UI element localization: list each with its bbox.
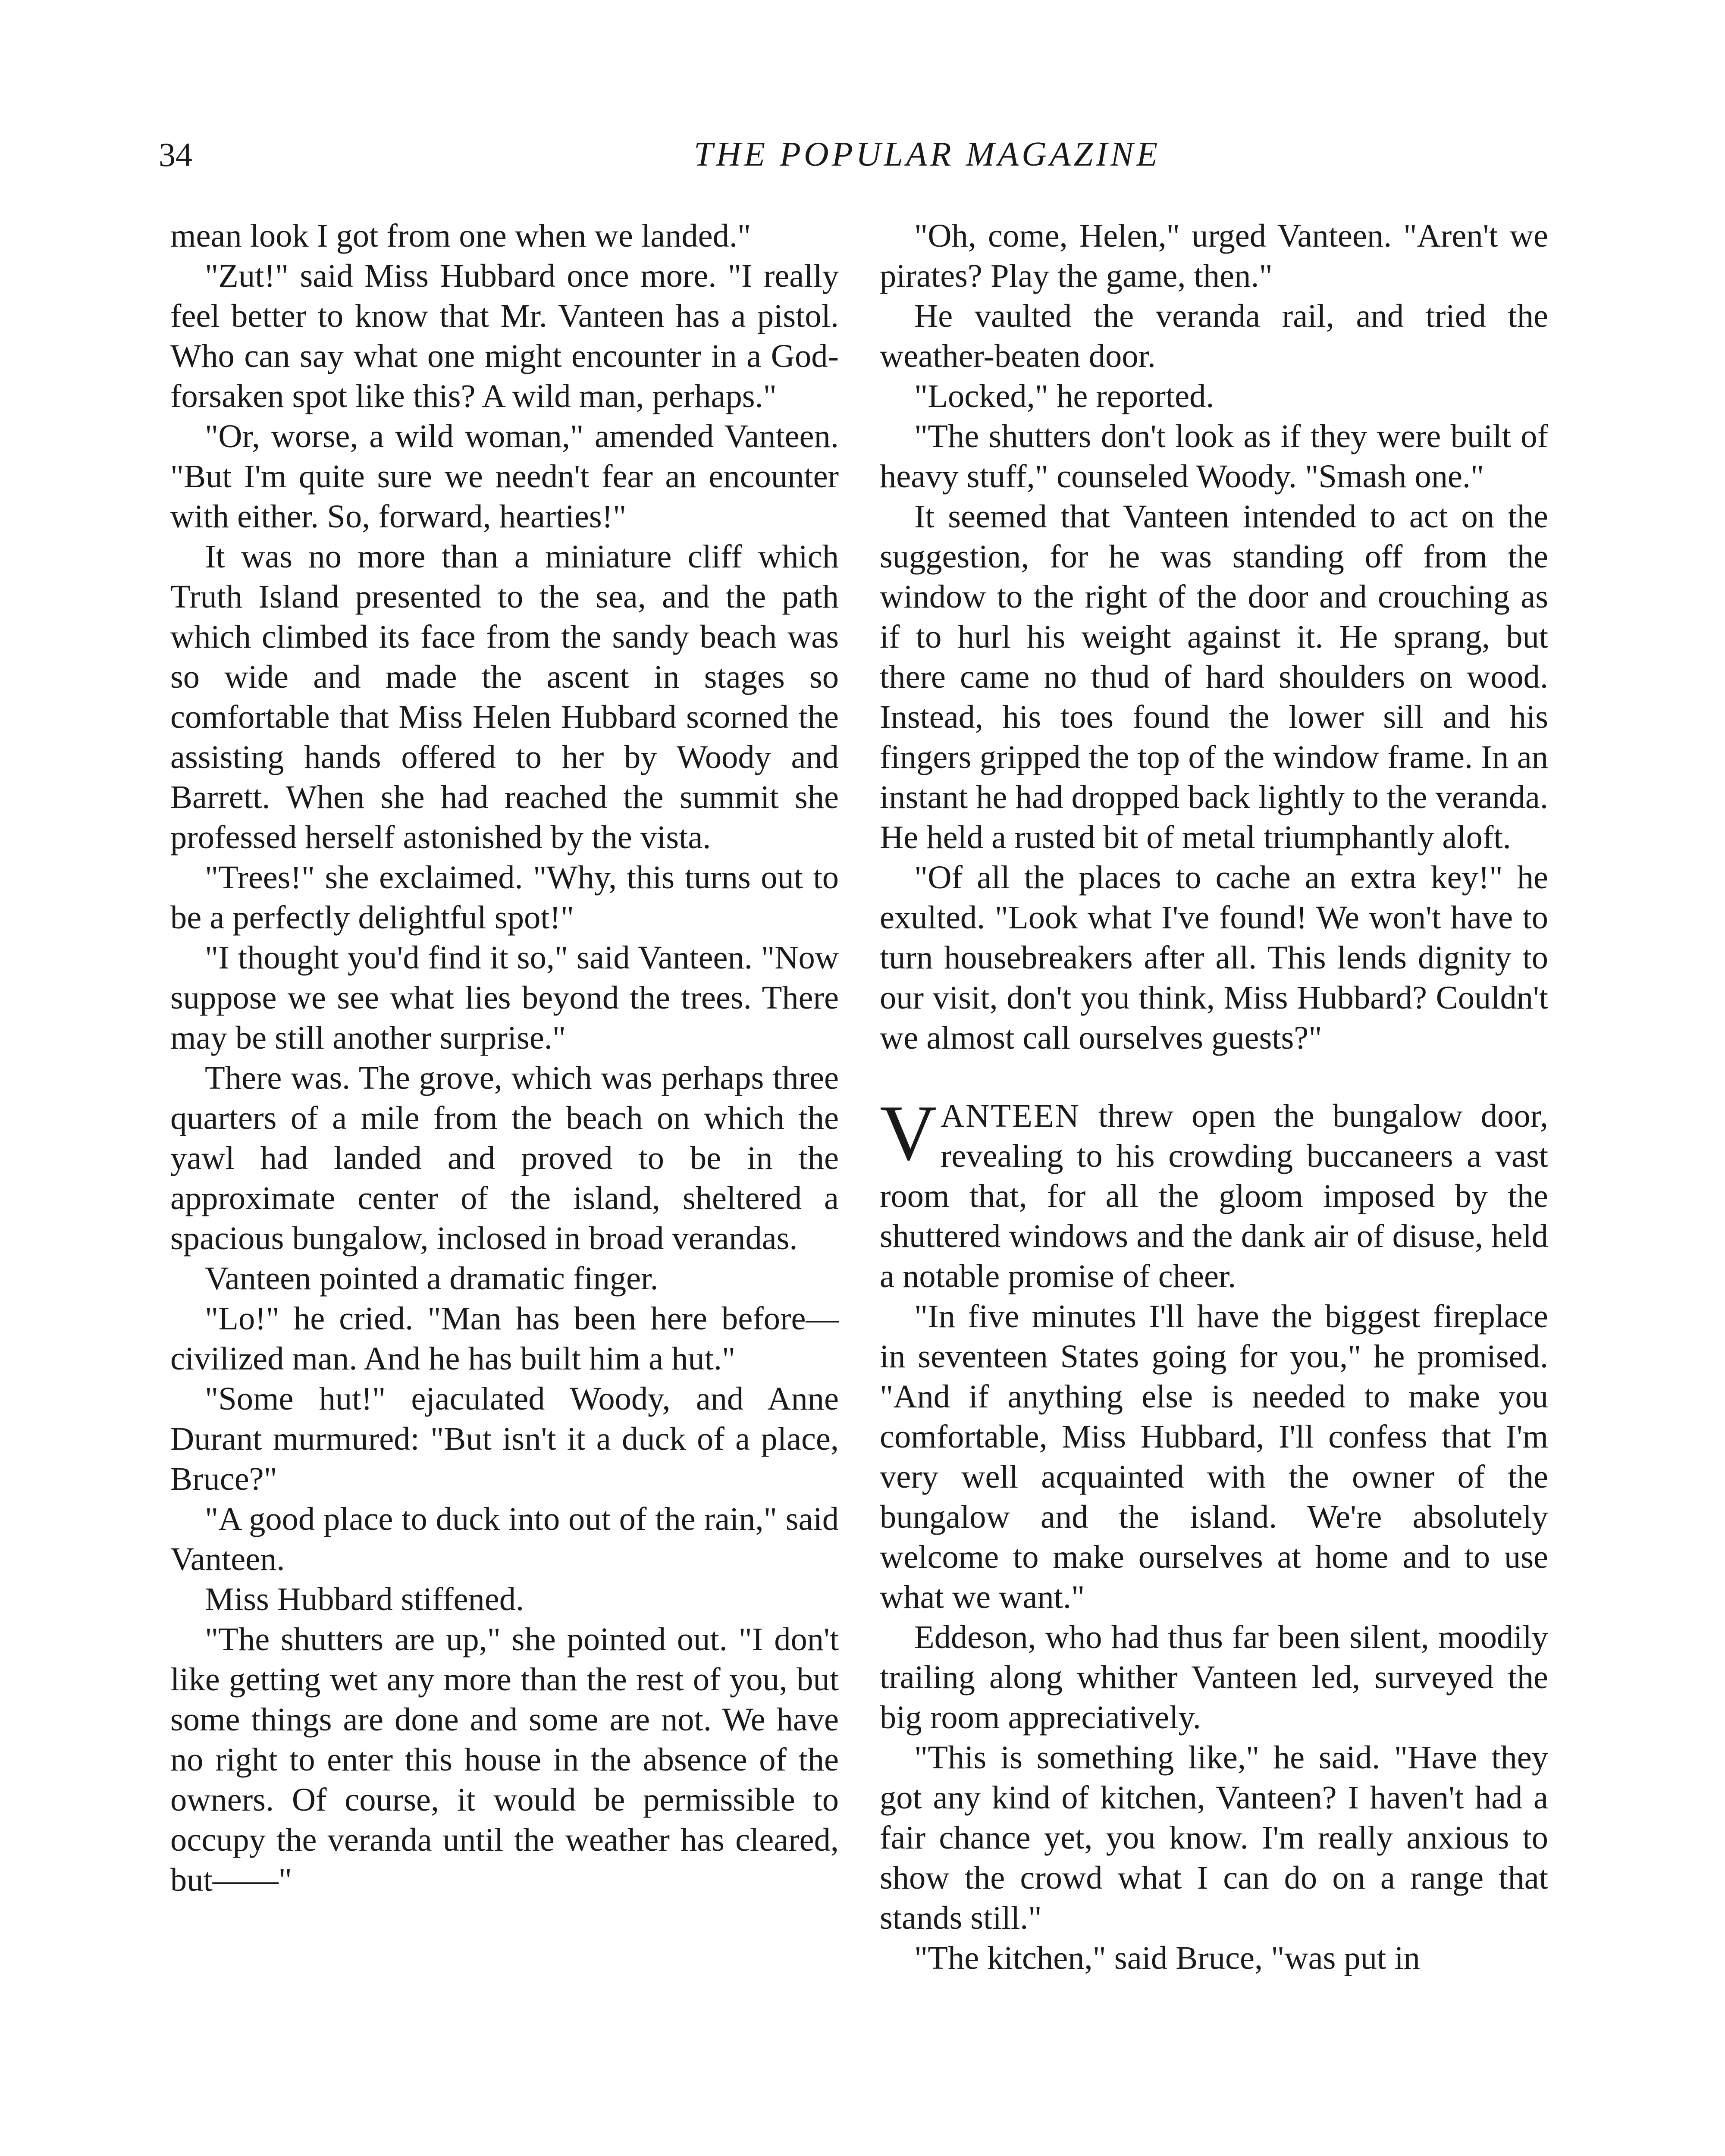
paragraph: "Lo!" he cried. "Man has been here before—civilized man. And he has built him a hut." [170, 1300, 839, 1377]
paragraph: "Zut!" said Miss Hubbard once more. "I really feel better to know that Mr. Vanteen has a pistol. Who can say what one might encounter in a God-forsaken spot like this? A wild man, perhaps." [170, 257, 839, 414]
paragraph: "Or, worse, a wild woman," amended Vanteen. "But I'm quite sure we needn't fear an encounter with either. So, forward, hearties!" [170, 418, 839, 535]
drop-cap: V [880, 1089, 937, 1177]
paragraph: Miss Hubbard stiffened. [205, 1581, 524, 1617]
paragraph: "I thought you'd find it so," said Vanteen. "Now suppose we see what lies beyond the trees. There may be still another surprise." [170, 939, 839, 1056]
section-text: threw open the bungalow door, revealing to his crowding buccaneers a vast room that, for all the gloom imposed by the shuttered windows and the dank air of disuse, held a notable promise of cheer. [880, 1097, 1548, 1294]
paragraph: "In five minutes I'll have the biggest fireplace in seventeen States going for you," he promised. "And if anything else is needed to make you comfortable, Miss Hubbard, I'll confess that I'm very well acquainted with the owner of the bungalow and the island. We're absolutely welcome to make ourselves at home and to use what we want." [880, 1298, 1548, 1615]
paragraph: There was. The grove, which was perhaps three quarters of a mile from the beach on which the yawl had landed and proved to be in the approximate center of the island, sheltered a spacious bungalow, inclosed in broad verandas. [170, 1059, 839, 1257]
paragraph: "The shutters are up," she pointed out. "I don't like getting wet any more than the rest of you, but some things are done and some are not. We have no right to enter this house in the absence of the owners. Of course, it would be permissible to occupy the veranda until the weather has cleared, but——" [170, 1621, 839, 1898]
paragraph: mean look I got from one when we landed." [170, 217, 751, 254]
paragraph: It was no more than a miniature cliff which Truth Island presented to the sea, and the path which climbed its face from the sandy beach was so wide and made the ascent in stages so comfortable that Miss Helen Hubbard scorned the assisting hands offered to her by Woody and Barrett. When she had reached the summit she professed herself astonished by the vista. [170, 538, 839, 856]
small-caps-word: ANTEEN [940, 1097, 1080, 1134]
paragraph: Vanteen pointed a dramatic finger. [205, 1260, 659, 1297]
paragraph: "The kitchen," said Bruce, "was put in [914, 1940, 1420, 1976]
paragraph: Eddeson, who had thus far been silent, moodily trailing along whither Vanteen led, surveyed the big room appreciatively. [880, 1619, 1548, 1736]
paragraph: "Some hut!" ejaculated Woody, and Anne Durant murmured: "But isn't it a duck of a place, Bruce?" [170, 1380, 839, 1497]
paragraph: "Trees!" she exclaimed. "Why, this turns out to be a perfectly delightful spot!" [170, 859, 839, 936]
paragraph: "The shutters don't look as if they were built of heavy stuff," counseled Woody. "Smash one." [880, 418, 1548, 495]
left-column [170, 216, 839, 1900]
section-opening-paragraph [880, 1089, 1548, 1296]
running-head: THE POPULAR MAGAZINE [693, 135, 1161, 173]
paragraph: "This is something like," he said. "Have they got any kind of kitchen, Vanteen? I haven't had a fair chance yet, you know. I'm really anxious to show the crowd what I can do on a range that stands still." [880, 1739, 1548, 1936]
right-column [880, 216, 1548, 1978]
page-number: 34 [159, 136, 192, 173]
paragraph: "Locked," he reported. [914, 378, 1214, 414]
paragraph: "A good place to duck into out of the rain," said Vanteen. [170, 1501, 839, 1577]
paragraph: "Oh, come, Helen," urged Vanteen. "Aren't we pirates? Play the game, then." [880, 217, 1548, 294]
paragraph: He vaulted the veranda rail, and tried the weather-beaten door. [880, 298, 1548, 374]
paragraph: It seemed that Vanteen intended to act on the suggestion, for he was standing off from the window to the right of the door and crouching as if to hurl his weight against it. He sprang, but there came no thud of hard shoulders on wood. Instead, his toes found the lower sill and his fingers gripped the top of the window frame. In an instant he had dropped back lightly to the veranda. He held a rusted bit of metal triumphantly aloft. [880, 498, 1548, 856]
paragraph: "Of all the places to cache an extra key!" he exulted. "Look what I've found! We won't have to turn housebreakers after all. This lends dignity to our visit, don't you think, Miss Hubbard? Couldn't we almost call ourselves guests?" [880, 859, 1548, 1056]
